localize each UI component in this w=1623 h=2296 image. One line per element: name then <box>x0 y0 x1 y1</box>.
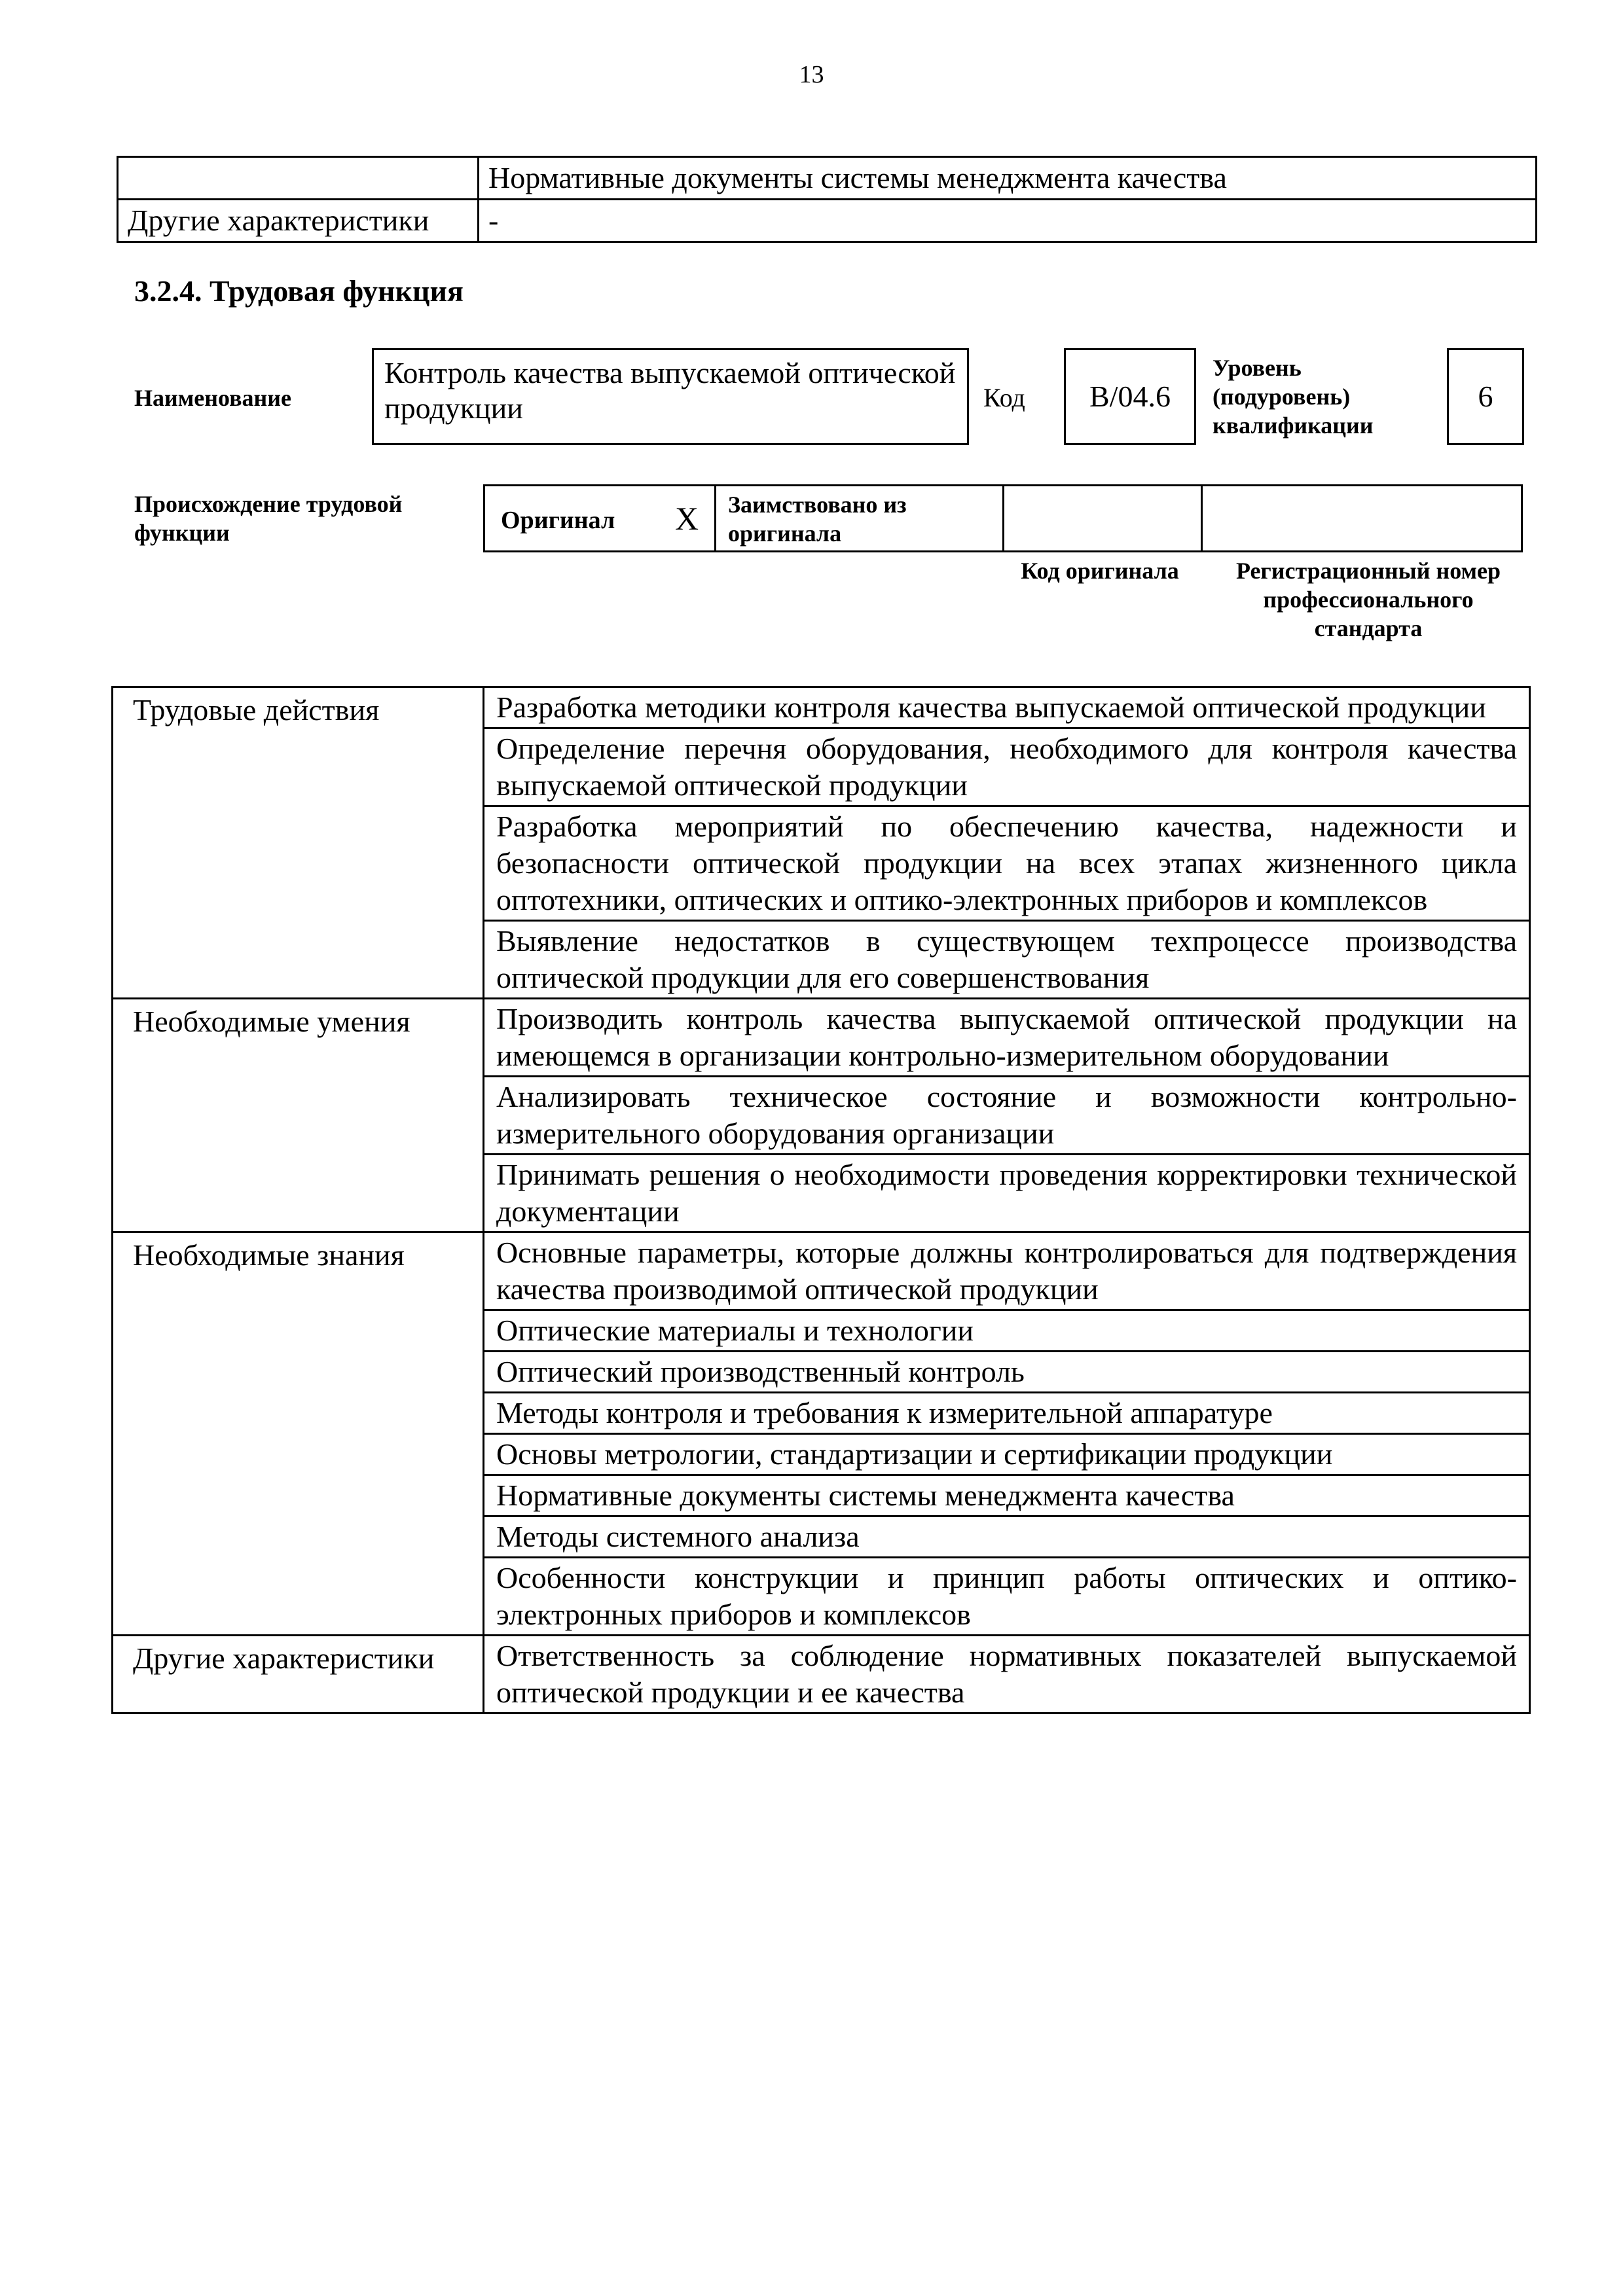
table-row <box>118 157 1537 200</box>
original-label: Оригинал <box>501 507 615 534</box>
qualification-level-label: Уровень (подуровень) квалификации <box>1213 355 1374 439</box>
original-mark: X <box>675 500 699 537</box>
table-cell: Оптический производственный контроль <box>484 1352 1530 1393</box>
section-label: Необходимые умения <box>113 999 484 1232</box>
table-cell: Разработка мероприятий по обеспечению качества, надежности и безопасности оптической продукции на всех этапах жизненного цикла оптотехники, оптических и оптико-электронных приборов и комплексов <box>484 806 1530 921</box>
table-cell: Нормативные документы системы менеджмента качества <box>484 1475 1530 1516</box>
original-code-cell <box>1004 486 1203 550</box>
continued-table <box>117 156 1537 243</box>
empty-cell <box>118 157 479 200</box>
table-cell: Производить контроль качества выпускаемой оптической продукции на имеющемся в организации контрольно-измерительном оборудовании <box>484 999 1530 1077</box>
code-value-box: B/04.6 <box>1064 348 1196 445</box>
code-label: Код <box>983 383 1025 412</box>
table-row <box>118 200 1537 242</box>
reg-number-cell <box>1203 486 1521 550</box>
table-row <box>113 1232 1530 1310</box>
table-row <box>113 1636 1530 1713</box>
qualification-level-box: 6 <box>1447 348 1524 445</box>
original-code-caption: Код оригинала <box>1021 558 1179 584</box>
table-cell: - <box>479 200 1537 242</box>
borrowed-cell <box>716 486 1004 550</box>
table-cell: Анализировать техническое состояние и возможности контрольно-измерительного оборудования организации <box>484 1077 1530 1155</box>
original-cell <box>485 486 716 550</box>
reg-number-caption: Регистрационный номер профессионального стандарта <box>1235 558 1501 641</box>
table-cell: Определение перечня оборудования, необходимого для контроля качества выпускаемой оптической продукции <box>484 728 1530 806</box>
table-cell: Принимать решения о необходимости проведения корректировки технической документации <box>484 1155 1530 1232</box>
table-row <box>113 687 1530 728</box>
section-title: 3.2.4. Трудовая функция <box>134 274 464 308</box>
table-cell: Нормативные документы системы менеджмента качества <box>479 157 1537 200</box>
table-cell: Методы контроля и требования к измерительной аппаратуре <box>484 1393 1530 1434</box>
origin-box <box>483 484 1523 552</box>
row-label: Другие характеристики <box>118 200 479 242</box>
section-label: Необходимые знания <box>113 1232 484 1636</box>
table-cell: Основы метрологии, стандартизации и сертификации продукции <box>484 1434 1530 1475</box>
origin-label: Происхождение трудовой функции <box>134 491 403 546</box>
borrowed-label: Заимствовано из оригинала <box>728 492 907 547</box>
table-row <box>113 999 1530 1077</box>
function-details-table <box>111 686 1531 1714</box>
name-label: Наименование <box>134 385 291 411</box>
table-cell: Основные параметры, которые должны контролироваться для подтверждения качества производимой оптической продукции <box>484 1232 1530 1310</box>
table-cell: Оптические материалы и технологии <box>484 1310 1530 1352</box>
table-cell: Ответственность за соблюдение нормативных показателей выпускаемой оптической продукции и ее качества <box>484 1636 1530 1713</box>
page-number: 13 <box>799 61 824 88</box>
table-cell: Выявление недостатков в существующем техпроцессе производства оптической продукции для его совершенствования <box>484 921 1530 999</box>
table-cell: Особенности конструкции и принцип работы оптических и оптико-электронных приборов и комплексов <box>484 1558 1530 1636</box>
name-value-box: Контроль качества выпускаемой оптической продукции <box>372 348 969 445</box>
table-cell: Методы системного анализа <box>484 1516 1530 1558</box>
section-label: Другие характеристики <box>113 1636 484 1713</box>
section-label: Трудовые действия <box>113 687 484 999</box>
table-cell: Разработка методики контроля качества выпускаемой оптической продукции <box>484 687 1530 728</box>
